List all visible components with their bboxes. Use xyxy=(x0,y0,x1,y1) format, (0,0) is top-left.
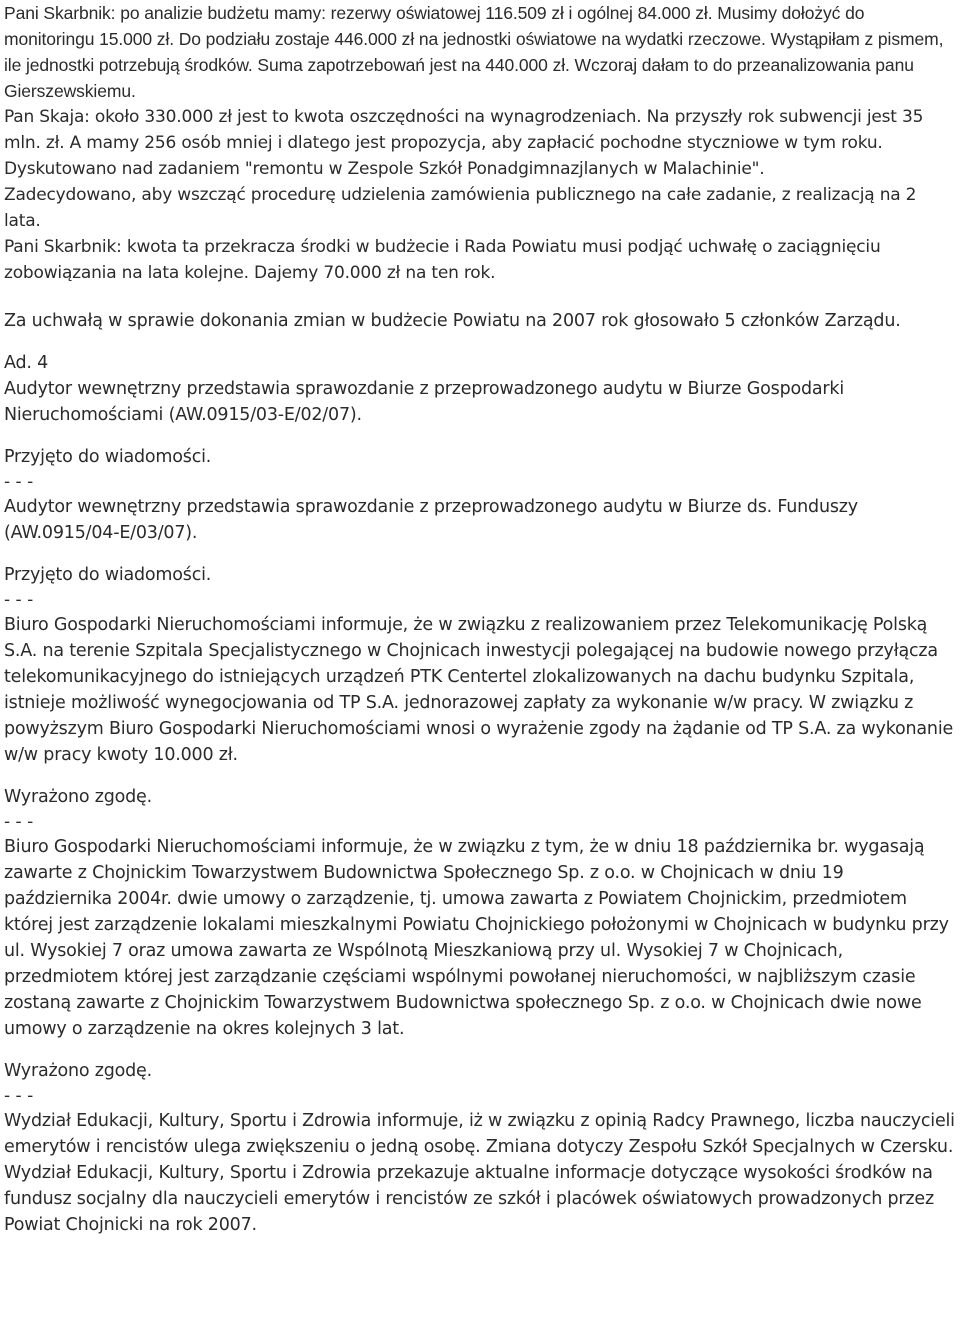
audit-report-1: Audytor wewnętrzny przedstawia sprawozdanie z przeprowadzonego audytu w Biurze Gospodarki Nieruchomościami (AW.0915/03-E/02/07). xyxy=(4,379,845,425)
document-page xyxy=(4,0,956,1238)
spacer xyxy=(4,286,956,308)
spacer xyxy=(4,1042,956,1058)
paragraph-decision: Zadecydowano, aby wszcząć procedurę udzielenia zamówienia publicznego na całe zadanie, z realizacją na 2 lata. xyxy=(4,185,917,231)
bgn-management-paragraph: Biuro Gospodarki Nieruchomościami informuje, że w związku z tym, że w dniu 18 października br. wygasają zawarte z Chojnickim Towarzystwem Budownictwa Społecznego Sp. z o.o. w Chojnicach w dniu 19 października 2004r. dwie umowy o zarządzenie, tj. umowa zawarta z Powiatem Chojnickim, przedmiotem której jest zarządzenie lokalami mieszkalnymi Powiatu Chojnickiego położonymi w Chojnicach w budynku przy ul. Wysokiej 7 oraz umowa zawarta ze Wspólnotą Mieszkaniową przy ul. Wysokiej 7 w Chojnicach, przedmiotem której jest zarządzanie częściami wspólnymi powołanej nieruchomości, w najbliższym czasie zostaną zawarte z Chojnickim Towarzystwem Budownictwa społecznego Sp. z o.o. w Chojnicach dwie nowe umowy o zarządzenie na okres kolejnych 3 lat. xyxy=(4,837,949,1039)
spacer xyxy=(4,428,956,444)
spacer xyxy=(4,334,956,350)
paragraph-skaja: Pan Skaja: około 330.000 zł jest to kwota oszczędności na wynagrodzeniach. Na przyszły rok subwencji jest 35 mln. zł. A mamy 256 osób mniej i dlatego jest propozycja, aby zapłacić pochodne styczniowe w tym roku. xyxy=(4,107,924,153)
accepted-note-2: Przyjęto do wiadomości. xyxy=(4,565,212,585)
separator: - - - xyxy=(4,590,34,610)
bgn-telecom-paragraph: Biuro Gospodarki Nieruchomościami informuje, że w związku z realizowaniem przez Telekomunikację Polską S.A. na terenie Szpitala Specjalistycznego w Chojnicach inwestycji polegającej na budowie nowego przyłącza telekomunikacyjnego do istniejących urządzeń PTK Centertel zlokalizowanych na dachu budynku Szpitala, istnieje możliwość wynegocjowania od TP S.A. jednorazowej zapłaty za wykonanie w/w pracy. W związku z powyższym Biuro Gospodarki Nieruchomościami wnosi o wyrażenie zgody na żądanie od TP S.A. za wykonanie w/w pracy kwoty 10.000 zł. xyxy=(4,615,954,765)
paragraph-treasurer-obligation: Pani Skarbnik: kwota ta przekracza środki w budżecie i Rada Powiatu musi podjąć uchwałę o zaciągnięciu zobowiązania na lata kolejne. Dajemy 70.000 zł na ten rok. xyxy=(4,237,881,283)
agenda-item-heading: Ad. 4 xyxy=(4,353,49,373)
spacer xyxy=(4,546,956,562)
separator: - - - xyxy=(4,1086,34,1106)
separator: - - - xyxy=(4,812,34,832)
separator: - - - xyxy=(4,472,34,492)
audit-report-2: Audytor wewnętrzny przedstawia sprawozdanie z przeprowadzonego audytu w Biurze ds. Funduszy (AW.0915/04-E/03/07). xyxy=(4,497,858,543)
spacer xyxy=(4,768,956,784)
paragraph-treasurer-budget: Pani Skarbnik: po analizie budżetu mamy: rezerwy oświatowej 116.509 zł i ogólnej 84.000 zł. Musimy dołożyć do monitoringu 15.000 zł. Do podziału zostaje 446.000 zł na jednostki oświatowe na wydatki rzeczowe. Wystąpiłam z pismem, ile jednostki potrzebują środków. Suma zapotrzebowań jest na 440.000 zł. Wczoraj dałam to do przeanalizowania panu Gierszewskiemu. xyxy=(4,3,944,101)
education-department-paragraph: Wydział Edukacji, Kultury, Sportu i Zdrowia informuje, iż w związku z opinią Radcy Prawnego, liczba nauczycieli emerytów i rencistów ulega zwiększeniu o jedną osobę. Zmiana dotyczy Zespołu Szkół Specjalnych w Czersku. Wydział Edukacji, Kultury, Sportu i Zdrowia przekazuje aktualne informacje dotyczące wysokości środków na fundusz socjalny dla nauczycieli emerytów i rencistów ze szkół i placówek oświatowych prowadzonych przez Powiat Chojnicki na rok 2007. xyxy=(4,1111,955,1235)
accepted-note-1: Przyjęto do wiadomości. xyxy=(4,447,212,467)
agreed-note-2: Wyrażono zgodę. xyxy=(4,1061,152,1081)
vote-result: Za uchwałą w sprawie dokonania zmian w budżecie Powiatu na 2007 rok głosowało 5 członków Zarządu. xyxy=(4,311,901,331)
agreed-note-1: Wyrażono zgodę. xyxy=(4,787,152,807)
paragraph-discussion: Dyskutowano nad zadaniem "remontu w Zespole Szkół Ponadgimnazjlanych w Malachinie". xyxy=(4,159,765,179)
